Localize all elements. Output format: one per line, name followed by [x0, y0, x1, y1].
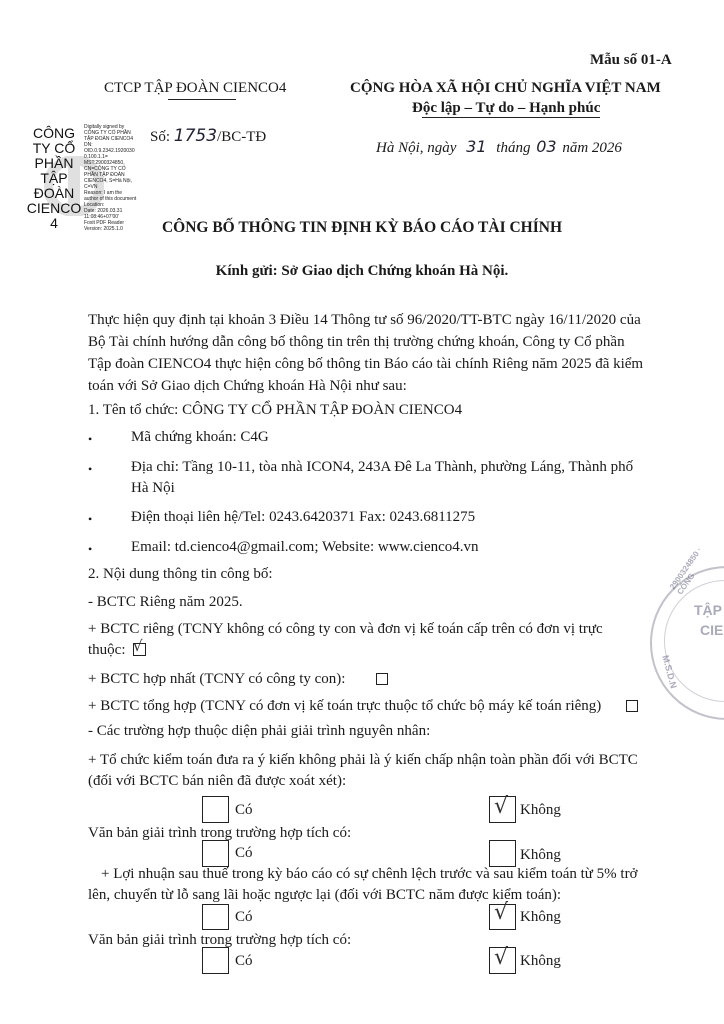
bullet-icon: • [88, 432, 93, 446]
option-separate-line-1: + BCTC riêng (TCNY không có công ty con và đơn vị kế toán cấp trên có đơn vị trực [88, 621, 603, 637]
case-2-line-1: + Lợi nhuận sau thuế trong kỳ báo cáo có sự chênh lệch trước và sau kiểm toán từ 5% trở [101, 866, 638, 882]
bullet-icon: • [88, 462, 93, 476]
document-title: CÔNG BỐ THÔNG TIN ĐỊNH KỲ BÁO CÁO TÀI CHÍNH [161, 219, 563, 236]
intro-line-2: Bộ Tài chính hướng dẫn công bố thông tin trên thị trường chứng khoán, Công ty Cổ phần [88, 334, 625, 350]
motto: Độc lập – Tự do – Hạnh phúc [412, 100, 601, 116]
doc-number-prefix: Số: [150, 129, 171, 145]
date-month-handwritten: 03 [536, 137, 557, 156]
intro-line-3: Tập đoàn CIENCO4 thực hiện công bố thông tin Báo cáo tài chính Riêng năm 2025 đã kiểm [88, 356, 644, 372]
case-2-yes-checkbox[interactable] [202, 904, 229, 930]
phone-line: Điện thoại liên hệ/Tel: 0243.6420371 Fax: 0243.6811275 [131, 509, 476, 525]
explanation-label-1: Văn bản giải trình trong trường hợp tích có: [88, 825, 352, 841]
bullet-icon: • [88, 512, 93, 526]
signature-company-name: CÔNG TY CỔ PHẦN TẬP ĐOÀN CIENCO 4 [26, 125, 82, 231]
header-underline-left [168, 99, 236, 100]
intro-line-4: toán với Sở Giao dịch Chứng khoán Hà Nội như sau: [88, 378, 407, 394]
explain-cases: - Các trường hợp thuộc diện phải giải trình nguyên nhân: [88, 723, 431, 739]
recipient: Kính gửi: Sở Giao dịch Chứng khoán Hà Nội. [215, 263, 509, 279]
check-mark-icon: √ [494, 945, 509, 970]
case-2-explain-yes-label: Có [235, 953, 253, 969]
date-line [376, 138, 622, 157]
check-mark-icon: √ [494, 900, 509, 925]
doc-number-handwritten: 1753 [173, 126, 218, 146]
date-year: năm 2026 [562, 140, 622, 156]
bctc-label: - BCTC Riêng năm 2025. [88, 594, 243, 610]
form-code: Mẫu số 01-A [590, 52, 672, 68]
case-2-explain-yes-checkbox[interactable] [202, 947, 229, 974]
case-2-line-2: lên, chuyển từ lỗ sang lãi hoặc ngược lại (đối với BCTC năm được kiểm toán): [88, 887, 562, 903]
case-1-no-label: Không [520, 802, 561, 818]
address-line-1: Địa chỉ: Tầng 10-11, tòa nhà ICON4, 243A Đê La Thành, phường Láng, Thành phố [131, 459, 634, 475]
seal-inner-text-1: TẬP [694, 602, 722, 618]
check-mark-icon: √ [133, 637, 143, 655]
seal-ring-text: 2900324850 · CÔNG [668, 545, 704, 597]
case-1-yes-checkbox[interactable] [202, 796, 229, 823]
case-1-explain-yes-label: Có [235, 845, 253, 861]
case-1-explain-no-label: Không [520, 847, 561, 863]
seal-side-text: M.S.D.N [660, 654, 679, 690]
section-2-heading: 2. Nội dung thông tin công bố: [88, 566, 273, 582]
case-2-no-label: Không [520, 909, 561, 925]
bullet-icon: • [88, 542, 93, 556]
case-1-explain-no-checkbox[interactable] [489, 840, 516, 867]
date-place: Hà Nội, ngày [376, 140, 457, 156]
date-day-handwritten: 31 [466, 137, 487, 156]
address-line-2: Hà Nội [131, 480, 175, 496]
consolidated-checkbox[interactable] [376, 673, 388, 685]
ticker-line: Mã chứng khoán: C4G [131, 429, 269, 445]
doc-number-suffix: /BC-TĐ [217, 129, 267, 145]
signature-details: Digitally signed by CÔNG TY CỔ PHẦN TẬP ĐOÀN CIENCO4 DN: OID.0.9.2342.1920030 0.100.1.1= MST:2900324850, CN=CÔNG TY CỔ PHẦN TẬP ĐOÀN CIENCO4, S=Hà Nội, C=VN Reason: I am the author of this document Location: Date: 2026.03.31 11:08:46+07'00' Foxit PDF Reader Version: 2025.1.0 [84, 124, 137, 232]
case-2-explain-no-label: Không [520, 953, 561, 969]
date-month-label: tháng [496, 140, 531, 156]
case-1-explain-yes-checkbox[interactable] [202, 840, 229, 867]
case-2-yes-label: Có [235, 909, 253, 925]
republic-heading: CỘNG HÒA XÃ HỘI CHỦ NGHĨA VIỆT NAM [350, 80, 661, 96]
combined-checkbox[interactable] [626, 700, 638, 712]
motto-underline [422, 117, 600, 118]
option-consolidated: + BCTC hợp nhất (TCNY có công ty con): [88, 671, 346, 687]
doc-number-line [150, 127, 266, 146]
case-1-line-2: (đối với BCTC bán niên đã được xoát xét): [88, 773, 347, 789]
explanation-label-2: Văn bản giải trình trong trường hợp tích có: [88, 932, 352, 948]
section-1-heading: 1. Tên tổ chức: CÔNG TY CỔ PHẦN TẬP ĐOÀN CIENCO4 [88, 402, 463, 418]
check-mark-icon: √ [494, 794, 509, 819]
company-header: CTCP TẬP ĐOÀN CIENCO4 [104, 80, 287, 96]
case-1-line-1: + Tổ chức kiểm toán đưa ra ý kiến không phải là ý kiến chấp nhận toàn phần đối với BCTC [88, 752, 638, 768]
option-combined: + BCTC tổng hợp (TCNY có đơn vị kế toán trực thuộc tổ chức bộ máy kế toán riêng) [88, 698, 602, 714]
option-separate-line-2: thuộc: [88, 642, 126, 658]
email-line: Email: td.cienco4@gmail.com; Website: www.cienco4.vn [131, 539, 479, 555]
seal-inner-text-2: CIE [700, 622, 724, 638]
intro-line-1: Thực hiện quy định tại khoản 3 Điều 14 Thông tư số 96/2020/TT-BTC ngày 16/11/2020 của [88, 312, 641, 328]
case-1-yes-label: Có [235, 802, 253, 818]
